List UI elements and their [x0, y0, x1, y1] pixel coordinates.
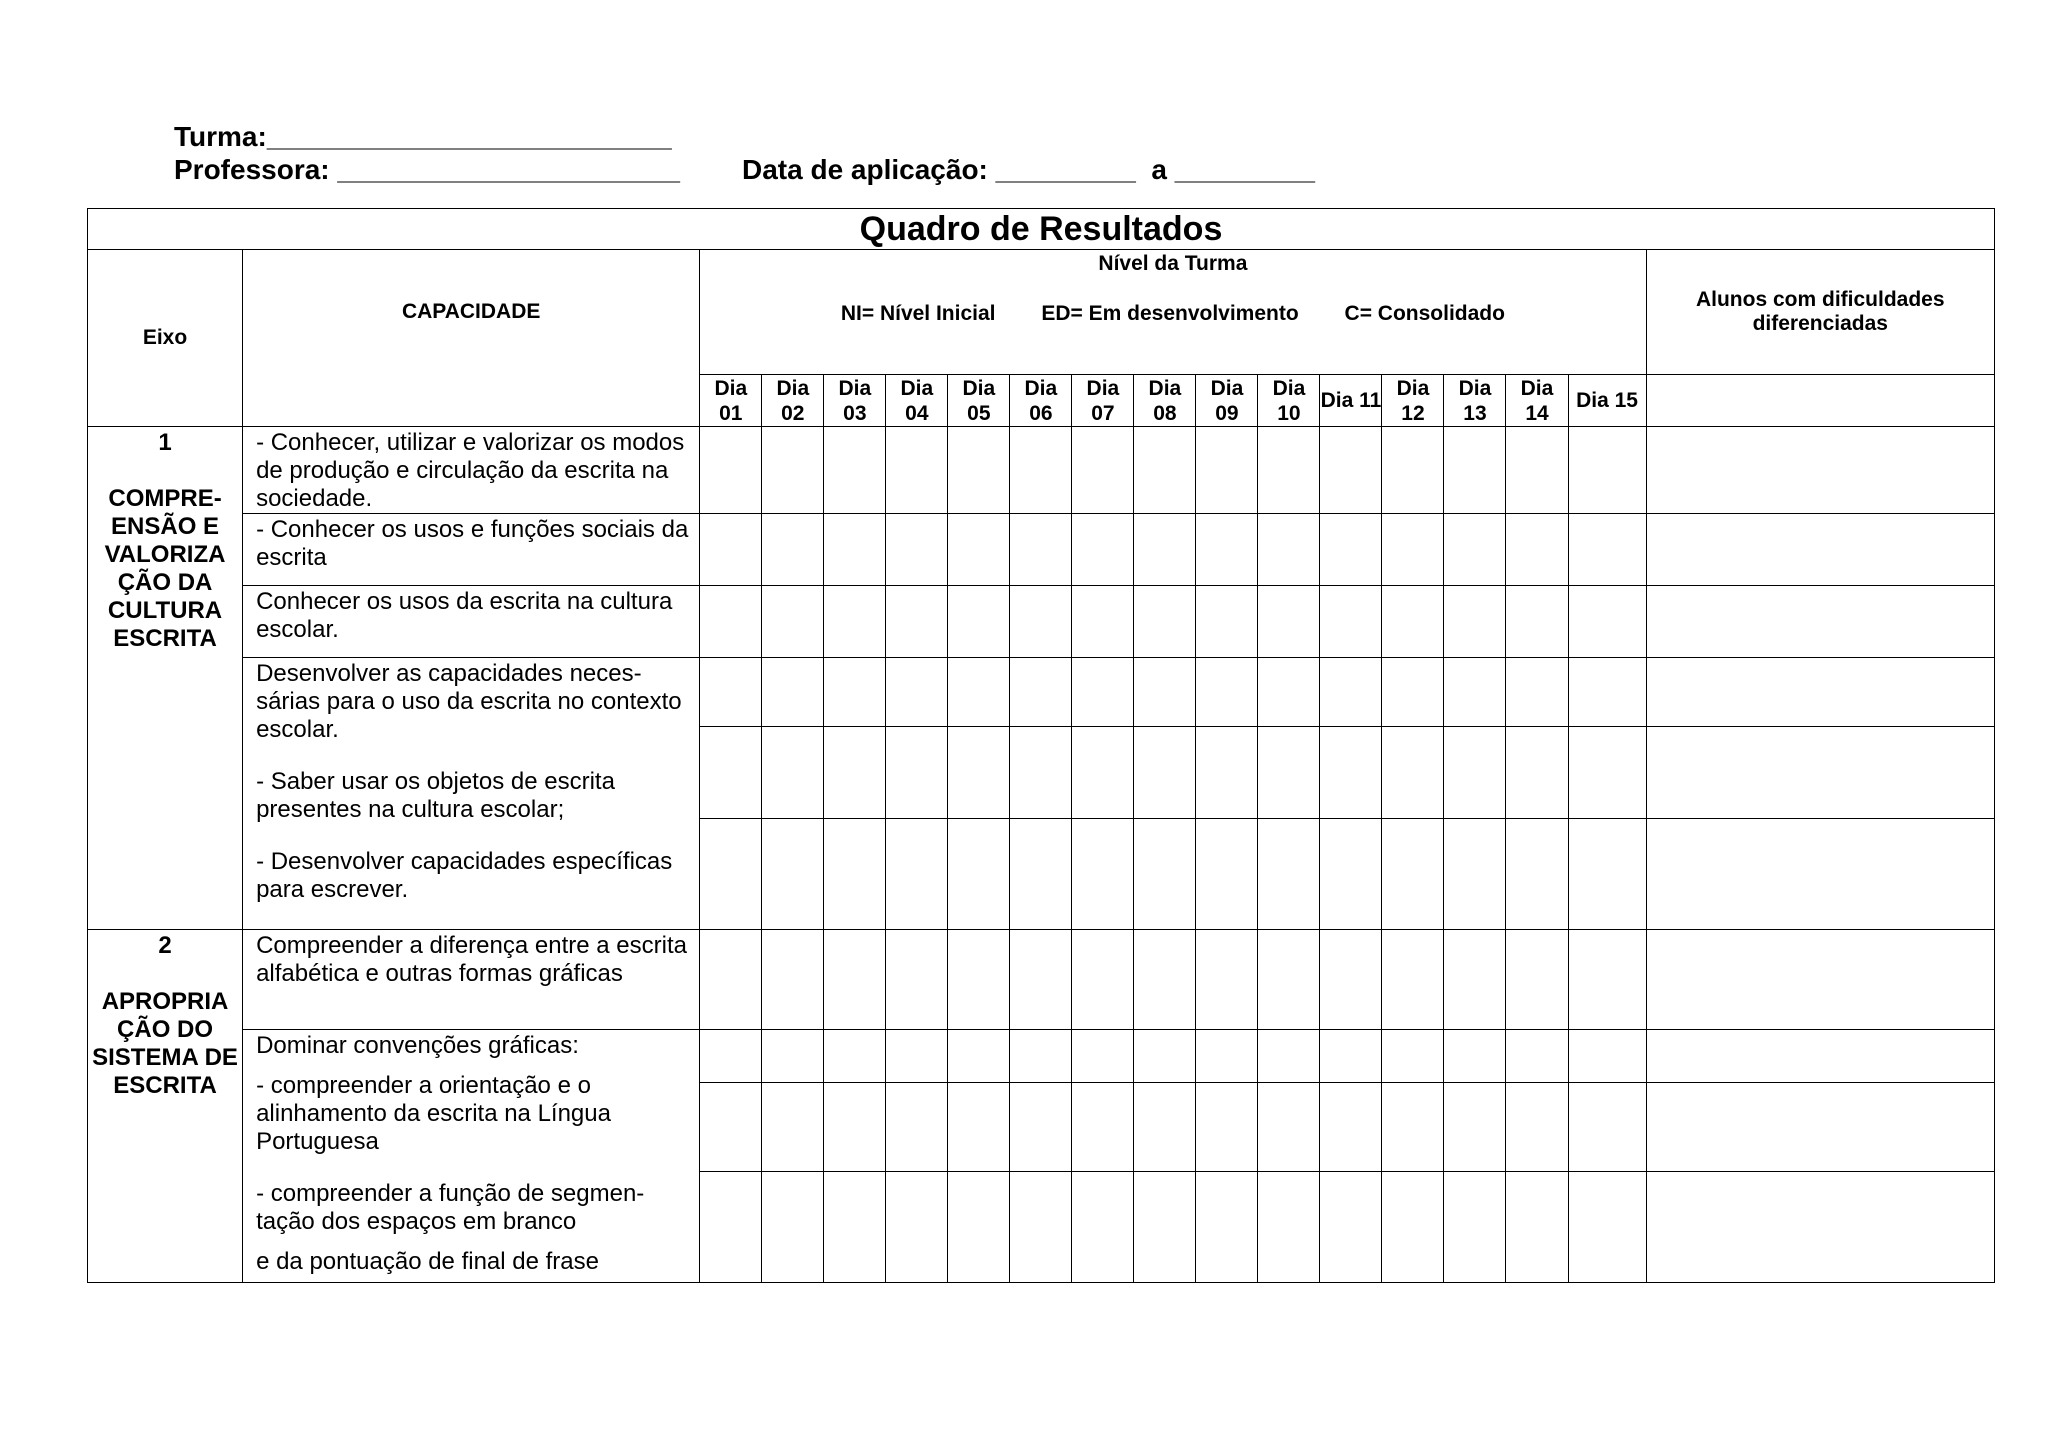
day-input-cell[interactable]: [1072, 586, 1134, 658]
day-input-cell[interactable]: [1320, 658, 1382, 727]
table-row: [88, 930, 1995, 1030]
day-input-cell[interactable]: [1382, 514, 1444, 586]
day-input-cell[interactable]: [762, 930, 824, 1030]
day-input-cell[interactable]: [1444, 514, 1506, 586]
alunos-input-cell[interactable]: [1646, 586, 1994, 658]
day-header: Dia 07: [1072, 375, 1134, 427]
day-input-cell[interactable]: [1320, 930, 1382, 1030]
eixo-header: Eixo: [88, 250, 243, 427]
alunos-input-cell[interactable]: [1646, 427, 1994, 514]
turma-blank: __________________________: [266, 121, 672, 152]
day-input-cell[interactable]: [1382, 586, 1444, 658]
eixo-2-cell: [88, 930, 243, 1283]
day-input-cell[interactable]: [1196, 427, 1258, 514]
day-input-cell[interactable]: [1010, 427, 1072, 514]
day-input-cell[interactable]: [1134, 819, 1196, 930]
day-input-cell[interactable]: [948, 427, 1010, 514]
legend-consolidado: C= Consolidado: [1344, 302, 1505, 325]
day-input-cell[interactable]: [948, 658, 1010, 727]
day-input-cell[interactable]: [1134, 514, 1196, 586]
capacidade-cell: Conhecer os usos da escrita na cultura escolar.: [243, 586, 700, 658]
day-input-cell[interactable]: [1196, 658, 1258, 727]
data-blank-end: _________: [1174, 154, 1315, 185]
day-input-cell[interactable]: [1444, 1083, 1506, 1172]
day-header: Dia 06: [1010, 375, 1072, 427]
day-input-cell[interactable]: [886, 819, 948, 930]
day-input-cell[interactable]: [1444, 819, 1506, 930]
day-input-cell[interactable]: [1134, 1172, 1196, 1283]
day-input-cell[interactable]: [700, 727, 762, 819]
day-input-cell[interactable]: [824, 1030, 886, 1083]
alunos-input-cell[interactable]: [1646, 1030, 1994, 1083]
day-header: Dia 01: [700, 375, 762, 427]
day-input-cell[interactable]: [1568, 658, 1646, 727]
capacidade-cell: Compreender a diferença entre a escrita alfabética e outras formas gráficas: [243, 930, 700, 1030]
day-input-cell[interactable]: [762, 1083, 824, 1172]
day-input-cell[interactable]: [948, 1030, 1010, 1083]
day-header: Dia 11: [1320, 375, 1382, 427]
day-input-cell[interactable]: [1258, 727, 1320, 819]
alunos-input-cell[interactable]: [1646, 1083, 1994, 1172]
day-input-cell[interactable]: [1010, 727, 1072, 819]
day-input-cell[interactable]: [1258, 427, 1320, 514]
day-input-cell[interactable]: [1382, 427, 1444, 514]
turma-label: Turma:: [174, 121, 267, 152]
day-header: Dia 13: [1444, 375, 1506, 427]
eixo-number: 2: [158, 932, 172, 959]
day-input-cell[interactable]: [948, 727, 1010, 819]
day-input-cell[interactable]: [1258, 658, 1320, 727]
table-row: [88, 586, 1995, 658]
data-aplicacao-line: [742, 153, 1315, 186]
table-row: [88, 514, 1995, 586]
day-input-cell[interactable]: [1134, 586, 1196, 658]
day-input-cell[interactable]: [1134, 930, 1196, 1030]
day-header: Dia 02: [762, 375, 824, 427]
day-input-cell[interactable]: [762, 586, 824, 658]
day-input-cell[interactable]: [1506, 930, 1568, 1030]
day-input-cell[interactable]: [1258, 514, 1320, 586]
day-input-cell[interactable]: [948, 1083, 1010, 1172]
day-input-cell[interactable]: [1506, 819, 1568, 930]
capacidade-text: e da pontuação de final de frase: [256, 1248, 599, 1275]
legend-em-desenvolvimento: ED= Em desenvolvimento: [1041, 302, 1299, 325]
data-separator: a: [1151, 154, 1167, 185]
day-input-cell[interactable]: [1010, 930, 1072, 1030]
day-input-cell[interactable]: [1010, 1172, 1072, 1283]
day-input-cell[interactable]: [1382, 1083, 1444, 1172]
day-input-cell[interactable]: [1506, 427, 1568, 514]
day-input-cell[interactable]: [1010, 1030, 1072, 1083]
turma-line: [174, 120, 680, 153]
day-input-cell[interactable]: [824, 1083, 886, 1172]
day-input-cell[interactable]: [1134, 727, 1196, 819]
day-input-cell[interactable]: [824, 514, 886, 586]
day-input-cell[interactable]: [1568, 930, 1646, 1030]
day-input-cell[interactable]: [1320, 427, 1382, 514]
day-input-cell[interactable]: [1072, 1030, 1134, 1083]
day-header: Dia 09: [1196, 375, 1258, 427]
day-input-cell[interactable]: [1134, 427, 1196, 514]
day-input-cell[interactable]: [1382, 930, 1444, 1030]
day-input-cell[interactable]: [1382, 727, 1444, 819]
capacidade-text: - compreender a orientação e o alinhamento da escrita na Língua Portuguesa: [256, 1072, 611, 1155]
day-header: Dia 08: [1134, 375, 1196, 427]
day-input-cell[interactable]: [824, 658, 886, 727]
capacidade-text: - Saber usar os objetos de escrita presentes na cultura escolar;: [256, 768, 615, 823]
day-input-cell[interactable]: [1444, 1172, 1506, 1283]
day-input-cell[interactable]: [1072, 1083, 1134, 1172]
day-input-cell[interactable]: [886, 1172, 948, 1283]
day-input-cell[interactable]: [1444, 1030, 1506, 1083]
day-input-cell[interactable]: [824, 1172, 886, 1283]
day-input-cell[interactable]: [1320, 727, 1382, 819]
eixo-number: 1: [158, 429, 172, 456]
day-input-cell[interactable]: [1072, 727, 1134, 819]
day-input-cell[interactable]: [1444, 658, 1506, 727]
day-input-cell[interactable]: [1506, 586, 1568, 658]
day-input-cell[interactable]: [700, 586, 762, 658]
day-input-cell[interactable]: [1568, 1172, 1646, 1283]
capacidade-text: Desenvolver as capacidades neces-sárias para o uso da escrita no contexto escolar.: [256, 660, 682, 743]
eixo-1-cell: [88, 427, 243, 930]
day-input-cell[interactable]: [948, 586, 1010, 658]
day-input-cell[interactable]: [1444, 427, 1506, 514]
capacidade-cell: - Conhecer, utilizar e valorizar os modos de produção e circulação da escrita na sociedade.: [243, 427, 700, 514]
day-input-cell[interactable]: [1506, 658, 1568, 727]
day-input-cell[interactable]: [886, 427, 948, 514]
capacidade-cell-group: [243, 658, 700, 930]
day-input-cell[interactable]: [1196, 1083, 1258, 1172]
day-input-cell[interactable]: [762, 727, 824, 819]
capacidade-text: - compreender a função de segmen-tação dos espaços em branco: [256, 1180, 645, 1235]
day-input-cell[interactable]: [1506, 1030, 1568, 1083]
day-input-cell[interactable]: [762, 1030, 824, 1083]
day-input-cell[interactable]: [1444, 727, 1506, 819]
day-input-cell[interactable]: [886, 586, 948, 658]
day-input-cell[interactable]: [1444, 930, 1506, 1030]
day-input-cell[interactable]: [1506, 1083, 1568, 1172]
alunos-subheader: [1646, 375, 1994, 427]
day-input-cell[interactable]: [824, 727, 886, 819]
day-input-cell[interactable]: [1506, 727, 1568, 819]
day-input-cell[interactable]: [762, 1172, 824, 1283]
day-input-cell[interactable]: [1196, 727, 1258, 819]
day-input-cell[interactable]: [824, 819, 886, 930]
nivel-turma-header: [700, 250, 1646, 375]
day-input-cell[interactable]: [700, 658, 762, 727]
day-input-cell[interactable]: [1382, 819, 1444, 930]
day-input-cell[interactable]: [1010, 586, 1072, 658]
capacidade-cell-group: [243, 1030, 700, 1283]
day-input-cell[interactable]: [948, 1172, 1010, 1283]
day-input-cell[interactable]: [1072, 930, 1134, 1030]
day-input-cell[interactable]: [1382, 658, 1444, 727]
day-input-cell[interactable]: [1568, 586, 1646, 658]
day-input-cell[interactable]: [1568, 1030, 1646, 1083]
eixo-name: APROPRIA ÇÃO DO SISTEMA DE ESCRITA: [92, 988, 238, 1099]
day-input-cell[interactable]: [886, 727, 948, 819]
alunos-input-cell[interactable]: [1646, 727, 1994, 819]
capacidade-cell: - Conhecer os usos e funções sociais da escrita: [243, 514, 700, 586]
day-input-cell[interactable]: [948, 514, 1010, 586]
day-input-cell[interactable]: [1568, 819, 1646, 930]
capacidade-header: CAPACIDADE: [243, 250, 700, 427]
day-input-cell[interactable]: [1010, 819, 1072, 930]
alunos-input-cell[interactable]: [1646, 658, 1994, 727]
day-input-cell[interactable]: [1506, 1172, 1568, 1283]
day-input-cell[interactable]: [1072, 514, 1134, 586]
day-input-cell[interactable]: [1320, 514, 1382, 586]
day-input-cell[interactable]: [824, 427, 886, 514]
day-input-cell[interactable]: [1568, 514, 1646, 586]
capacidade-text: - Desenvolver capacidades específicas para escrever.: [256, 848, 673, 903]
legend-nivel-inicial: NI= Nível Inicial: [840, 302, 996, 325]
day-header: Dia 03: [824, 375, 886, 427]
professora-blank: ______________________: [337, 154, 680, 185]
day-input-cell[interactable]: [948, 819, 1010, 930]
nivel-legend: [700, 302, 1645, 326]
day-input-cell[interactable]: [886, 930, 948, 1030]
day-header: Dia 12: [1382, 375, 1444, 427]
alunos-header: Alunos com dificuldades diferenciadas: [1646, 250, 1994, 375]
day-input-cell[interactable]: [700, 1172, 762, 1283]
day-input-cell[interactable]: [700, 819, 762, 930]
day-input-cell[interactable]: [824, 586, 886, 658]
table-row: [88, 1030, 1995, 1083]
day-input-cell[interactable]: [762, 658, 824, 727]
day-input-cell[interactable]: [1444, 586, 1506, 658]
day-input-cell[interactable]: [1258, 1083, 1320, 1172]
day-input-cell[interactable]: [1382, 1172, 1444, 1283]
day-input-cell[interactable]: [1382, 1030, 1444, 1083]
day-input-cell[interactable]: [762, 819, 824, 930]
day-input-cell[interactable]: [1320, 819, 1382, 930]
day-input-cell[interactable]: [1196, 586, 1258, 658]
nivel-turma-title: Nível da Turma: [1098, 252, 1248, 275]
day-header: Dia 05: [948, 375, 1010, 427]
day-input-cell[interactable]: [1134, 658, 1196, 727]
data-label: Data de aplicação:: [742, 154, 988, 185]
day-input-cell[interactable]: [1258, 1030, 1320, 1083]
day-input-cell[interactable]: [886, 1083, 948, 1172]
day-input-cell[interactable]: [1258, 1172, 1320, 1283]
alunos-input-cell[interactable]: [1646, 819, 1994, 930]
day-input-cell[interactable]: [1196, 1172, 1258, 1283]
day-input-cell[interactable]: [700, 1083, 762, 1172]
day-input-cell[interactable]: [1320, 1083, 1382, 1172]
table-row: [88, 427, 1995, 514]
day-input-cell[interactable]: [1072, 427, 1134, 514]
day-input-cell[interactable]: [1506, 514, 1568, 586]
day-input-cell[interactable]: [1568, 427, 1646, 514]
results-table: [87, 208, 1995, 1283]
day-input-cell[interactable]: [1320, 586, 1382, 658]
day-input-cell[interactable]: [1196, 930, 1258, 1030]
day-input-cell[interactable]: [1258, 586, 1320, 658]
day-input-cell[interactable]: [1258, 819, 1320, 930]
table-row: [88, 658, 1995, 727]
day-input-cell[interactable]: [762, 427, 824, 514]
alunos-input-cell[interactable]: [1646, 930, 1994, 1030]
day-input-cell[interactable]: [1072, 1172, 1134, 1283]
day-input-cell[interactable]: [700, 514, 762, 586]
form-header: [174, 120, 1315, 186]
day-input-cell[interactable]: [1072, 819, 1134, 930]
day-header: Dia 14: [1506, 375, 1568, 427]
day-input-cell[interactable]: [824, 930, 886, 1030]
day-input-cell[interactable]: [886, 1030, 948, 1083]
day-input-cell[interactable]: [700, 427, 762, 514]
day-input-cell[interactable]: [1320, 1172, 1382, 1283]
day-input-cell[interactable]: [762, 514, 824, 586]
day-input-cell[interactable]: [700, 1030, 762, 1083]
professora-label: Professora:: [174, 154, 330, 185]
professora-line: [174, 153, 680, 186]
day-input-cell[interactable]: [1258, 930, 1320, 1030]
day-input-cell[interactable]: [1010, 1083, 1072, 1172]
eixo-name: COMPRE-ENSÃO E VALORIZA ÇÃO DA CULTURA ESCRITA: [104, 485, 226, 652]
day-header: Dia 10: [1258, 375, 1320, 427]
day-input-cell[interactable]: [1010, 658, 1072, 727]
day-input-cell[interactable]: [1196, 819, 1258, 930]
alunos-input-cell[interactable]: [1646, 1172, 1994, 1283]
day-input-cell[interactable]: [948, 930, 1010, 1030]
table-title: Quadro de Resultados: [88, 209, 1995, 250]
capacidade-text: Dominar convenções gráficas:: [256, 1032, 579, 1059]
day-input-cell[interactable]: [1196, 1030, 1258, 1083]
day-input-cell[interactable]: [886, 514, 948, 586]
day-input-cell[interactable]: [1072, 658, 1134, 727]
day-header: Dia 15: [1568, 375, 1646, 427]
day-input-cell[interactable]: [886, 658, 948, 727]
day-input-cell[interactable]: [1134, 1083, 1196, 1172]
data-blank-start: _________: [995, 154, 1136, 185]
day-input-cell[interactable]: [700, 930, 762, 1030]
alunos-input-cell[interactable]: [1646, 514, 1994, 586]
day-input-cell[interactable]: [1134, 1030, 1196, 1083]
day-input-cell[interactable]: [1568, 1083, 1646, 1172]
day-input-cell[interactable]: [1010, 514, 1072, 586]
day-input-cell[interactable]: [1320, 1030, 1382, 1083]
day-header: Dia 04: [886, 375, 948, 427]
day-input-cell[interactable]: [1196, 514, 1258, 586]
day-input-cell[interactable]: [1568, 727, 1646, 819]
